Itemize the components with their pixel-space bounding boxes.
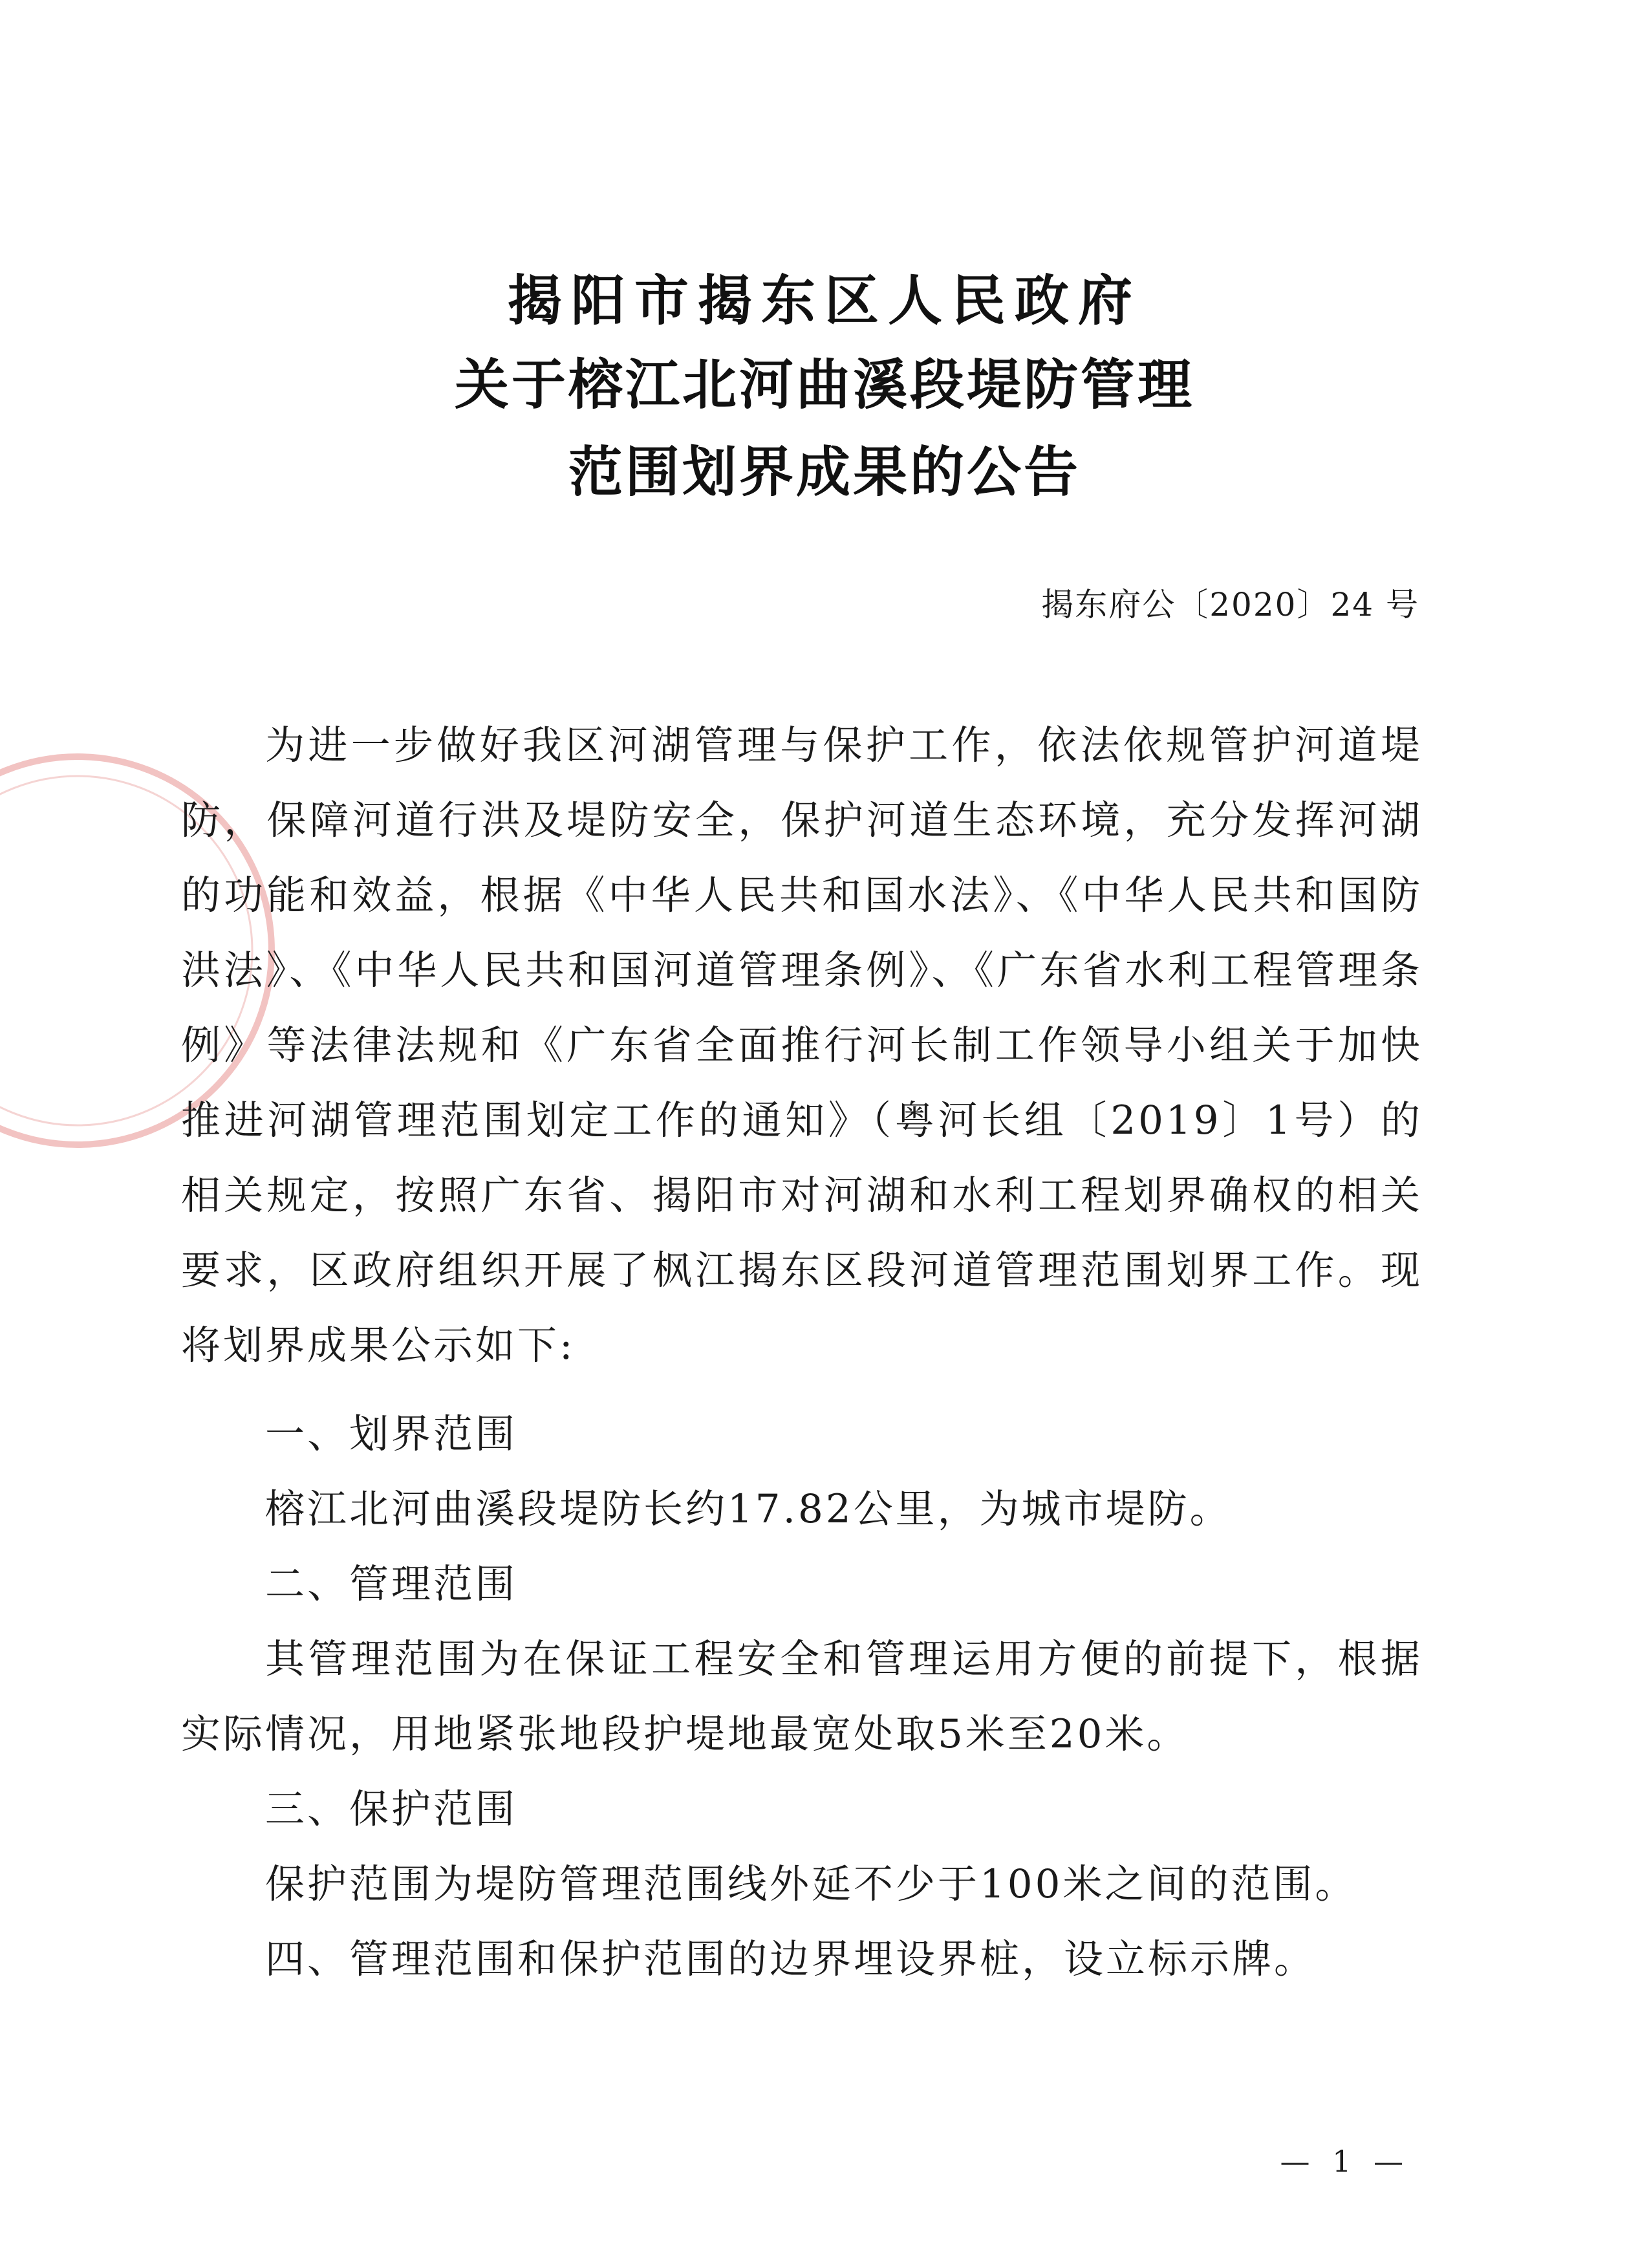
- title-line-2: 关于榕江北河曲溪段堤防管理: [454, 352, 1194, 416]
- section-text-3: 保护范围为堤防管理范围线外延不少于100米之间的范围。: [265, 1861, 1357, 1907]
- section-item-4: 四、管理范围和保护范围的边界埋设界桩，设立标示牌。: [265, 1936, 1317, 1982]
- page-number: — 1 —: [1280, 2144, 1410, 2179]
- document-number: 揭东府公〔2020〕24 号: [1041, 586, 1419, 623]
- section-text-2: 其管理范围为在保证工程安全和管理运用方便的前提下，根据实际情况，用地紧张地段护堤地最宽处取5米至20米。: [181, 1636, 1423, 1757]
- section-heading-2: 二、管理范围: [265, 1561, 518, 1607]
- section-heading-3: 三、保护范围: [265, 1786, 518, 1832]
- intro-body: [181, 708, 1423, 1383]
- title-line-3: 范围划界成果的公告: [568, 440, 1081, 504]
- section-heading-1: 一、划界范围: [265, 1411, 518, 1457]
- section-text-1: 榕江北河曲溪段堤防长约17.82公里，为城市堤防。: [265, 1486, 1232, 1532]
- intro-paragraph: 为进一步做好我区河湖管理与保护工作，依法依规管护河道堤防，保障河道行洪及堤防安全，保护河道生态环境，充分发挥河湖的功能和效益，根据《中华人民共和国水法》、《中华人民共和国防洪法》、《中华人民共和国河道管理条例》、《广东省水利工程管理条例》等法律法规和《广东省全面推行河长制工作领导小组关于加快推进河湖管理范围划定工作的通知》（粤河长组〔2019〕1号）的相关规定，按照广东省、揭阳市对河湖和水利工程划界确权的相关要求，区政府组织开展了枫江揭东区段河道管理范围划界工作。现将划界成果公示如下:: [181, 722, 1423, 1368]
- title-line-1: 揭阳市揭东区人民政府: [507, 268, 1141, 332]
